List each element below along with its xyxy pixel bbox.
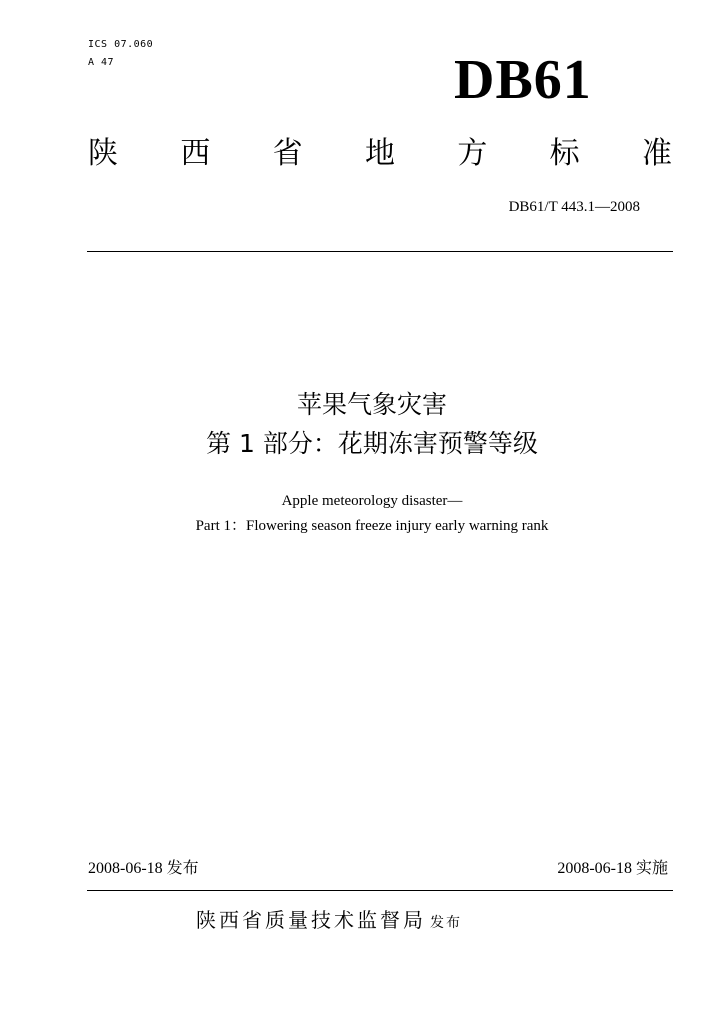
publisher-suffix: 发布 [430,915,462,931]
standard-number: DB61/T 443.1—2008 [508,199,640,215]
chinese-title-main: 苹果气象灾害 [296,390,447,419]
chinese-title-part: 第 1 部分：花期冻害预警等级 [206,429,538,458]
english-title-part: Part 1：Flowering season freeze injury early warning rank [195,518,549,534]
ccs-code: A 47 [88,57,115,68]
category-char: 标 [549,136,580,171]
category-char: 西 [180,136,211,171]
ics-code: ICS 07.060 [88,39,154,50]
category-char: 陕 [88,136,118,171]
issue-date: 2008-06-18 发布 [88,860,199,877]
standard-category [88,136,672,172]
category-char: 准 [641,136,672,171]
english-title-main: Apple meteorology disaster— [281,493,463,509]
publisher [196,906,462,937]
implementation-date: 2008-06-18 实施 [557,860,668,877]
bottom-divider [87,890,673,891]
top-divider [87,251,673,252]
category-char: 方 [457,136,488,171]
publisher-name: 陕西省质量技术监督局 [196,908,426,932]
category-char: 省 [272,136,303,171]
category-char: 地 [364,136,395,171]
standard-code-logo: DB61 [454,49,592,111]
